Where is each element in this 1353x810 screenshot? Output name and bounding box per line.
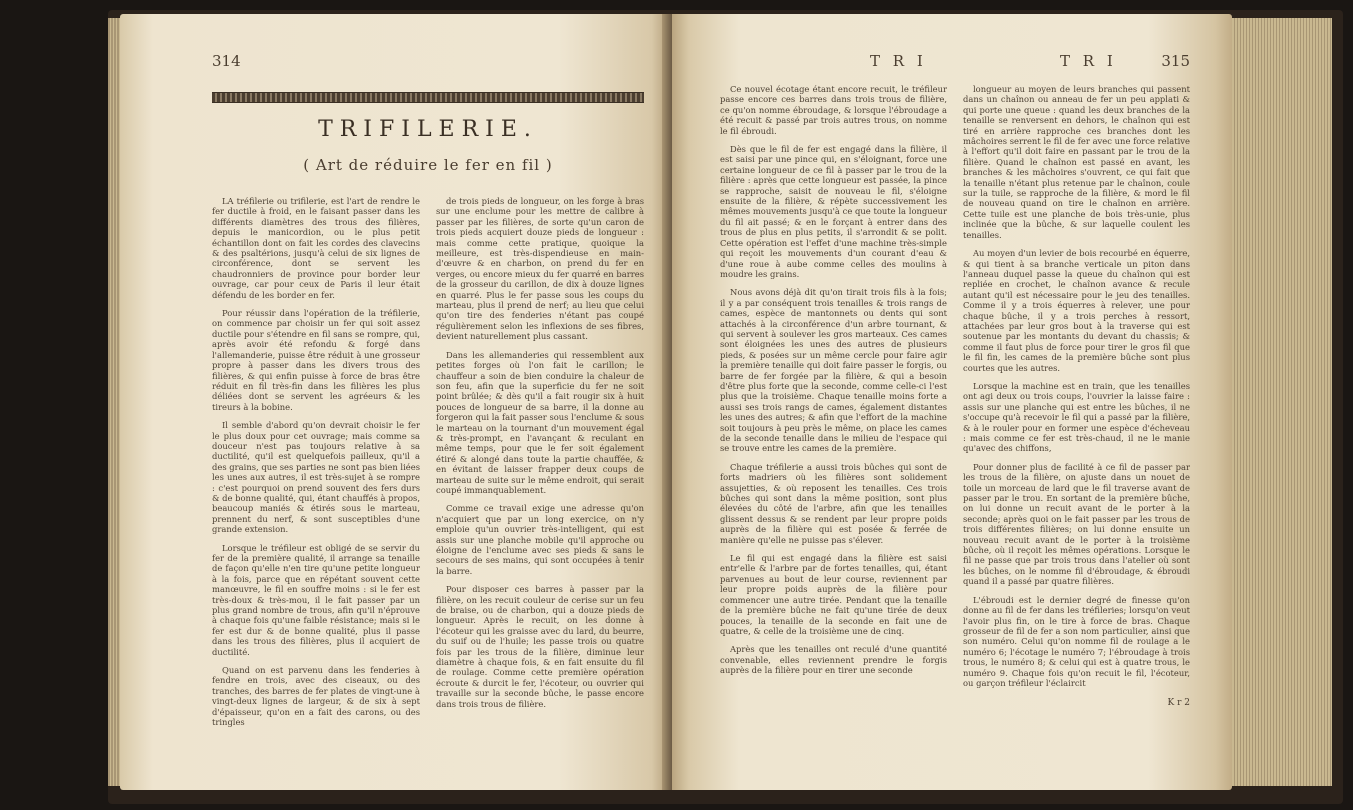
paragraph: Pour disposer ces barres à passer par la filière, on les recuit couleur de cerise sur un feu de braise, ou de charbon, qui a douze pieds de longueur. Après le recuit, on les donne à l'écoteur qui les graisse avec du lard, du beurre, du suif ou de l'huile; les passe trois ou quatre fois par les trous de la filière, diminue leur diamètre à chaque fois, & en fait ensuite du fil de roulage. Comme cette première opération écroute & durcit le fer, l'écoteur, ou ouvrier qui travaille sur la seconde bûche, le passe encore dans trois trous de filière.	[436, 584, 644, 709]
paragraph: L'ébroudi est le dernier degré de finesse qu'on donne au fil de fer dans les tréfileries; lorsqu'on veut l'avoir plus fin, on le tire à force de bras. Chaque grosseur de fil de fer a son nom particulier, ainsi que son numéro. Celui qu'on nomme fil de roulage a le numéro 6; l'écotage le numéro 7; l'ébroudage à trois trous, le numéro 8; & celui qui est à quatre trous, le numéro 9. Chaque fois qu'on recuit le fil, l'écoteur, ou garçon tréfileur l'éclaircit	[963, 594, 1190, 688]
right-columns	[720, 84, 1190, 696]
paragraph: Lorsque le tréfileur est obligé de se servir du fer de la première qualité, il arrange sa tenaille de façon qu'elle n'en tire qu'une petite longueur à la fois, parce que en répétant souvent cette manœuvre, le fil en souffre moins : si le fer est très-doux & très-mou, il le fait passer par un plus grand nombre de trous, afin qu'il n'éprouve à chaque fois qu'une faible résistance; mais si le fer est dur & de bonne qualité, plus il passe dans les trous des filières, plus il acquiert de ductilité.	[212, 542, 420, 657]
paragraph: Il semble d'abord qu'on devrait choisir le fer le plus doux pour cet ouvrage; mais comme sa douceur n'est pas toujours relative à sa ductilité, qu'il est quelquefois pailleux, qu'il a des grains, que ses parties ne sont pas bien liées les unes aux autres, il est très-sujet à se rompre : c'est pourquoi on prend souvent des fers durs & de bonne qualité, qui, étant chauffés à propos, beaucoup maniés & étirés sous le marteau, prennent du nerf, & sont susceptibles d'une grande extension.	[212, 420, 420, 535]
article-title: TRIFILERIE.	[318, 117, 538, 142]
paragraph: Lorsque la machine est en train, que les tenailles ont agi deux ou trois coups, l'ouvrier la laisse faire : assis sur une planche qui est entre les bûches, il ne s'occupe qu'à recevoir le fil qui a passé par la filière, & à le rouler pour en former une espèce d'écheveau : mais comme ce fer est très-chaud, il ne le manie qu'avec des chiffons,	[963, 380, 1190, 454]
paragraph: Pour réussir dans l'opération de la tréfilerie, on commence par choisir un fer qui soit assez ductile pour s'étendre en fil sans se rompre, qui, après avoir été refondu & forgé dans l'allemanderie, puisse être réduit à une grosseur propre à passer dans les divers trous des filières, & qui enfin puisse à force de bras être réduit en fil très-fin dans les filières les plus déliées dont se servent les agréeurs & les tireurs à la bobine.	[212, 308, 420, 412]
paragraph: LA tréfilerie ou trifilerie, est l'art de rendre le fer ductile à froid, en le faisant passer dans les différents diamètres des trous des filières, depuis le manicordion, ou le plus petit échantillon dont on fait les cordes des clavecins & des psaltérions, jusqu'à celui de six lignes de circonférence, dont se servent les chaudronniers de province pour border leur ouvrage, car pour ceux de Paris il leur était défendu de les border en fer.	[212, 196, 420, 300]
header-ornament	[212, 92, 644, 103]
paragraph: Pour donner plus de facilité à ce fil de passer par les trous de la filière, on ajuste dans un nouet de toile un morceau de lard que le fil traverse avant de passer par le trou. En sortant de la première bûche, on lui donne un recuit avant de le porter à la seconde; après quoi on le fait passer par les trous de trois différentes filières; on lui donne ensuite un nouveau recuit avant de le porter à la troisième bûche, où il reçoit les mêmes opérations. Lorsque le fil ne passe que par trois trous dans l'atelier où sont les bûches, on le nomme fil d'ébroudage, & ébroudi quand il a passé par quatre filières.	[963, 461, 1190, 587]
right-column-1	[720, 84, 947, 696]
paragraph: Après que les tenailles ont reculé d'une quantité convenable, elles reviennent prendre le forgis auprès de la filière pour en tirer une seconde	[720, 644, 947, 676]
right-column-2	[963, 84, 1190, 696]
paragraph: Comme ce travail exige une adresse qu'on n'acquiert que par un long exercice, on n'y emploie qu'un ouvrier très-intelligent, qui est assis sur une planche mobile qu'il approche ou éloigne de l'enclume avec ses pieds & sans le secours de ses mains, qui sont occupées à tenir la barre.	[436, 503, 644, 576]
left-page	[120, 14, 668, 790]
paragraph: Le fil qui est engagé dans la filière est saisi entr'elle & l'arbre par de fortes tenailles, qui, étant parvenues au bout de leur course, reviennent par leur propre poids auprès de la filière pour commencer une autre tirée. Pendant que la tenaille de la première bûche ne fait qu'une tirée de deux pouces, la tenaille de la seconde en fait une de quatre, & celle de la troisième une de cinq.	[720, 553, 947, 636]
running-head-right: T R I	[1060, 52, 1117, 70]
left-columns	[212, 196, 644, 736]
left-column-2	[436, 196, 644, 736]
paragraph: Nous avons déjà dit qu'on tirait trois fils à la fois; il y a par conséquent trois tenailles & trois rangs de cames, espèce de mantonnets ou dents qui sont attachés à la circonférence d'un arbre tournant, & qui servent à soulever les gros marteaux. Ces cames sont éloignées les unes des autres de plusieurs pieds, & posées sur un même cercle pour faire agir la première tenaille qui doit faire passer le forgis, ou barre de fer forgée par la filière, & qui a besoin d'être plus forte que la seconde, comme celle-ci l'est plus que la troisième. Chaque tenaille moins forte a aussi ses trois rangs de cames, également distantes les unes des autres; & afin que l'effort de la machine soit toujours à peu près le même, on place les cames de la seconde tenaille dans le milieu de l'espace qui se trouve entre les cames de la première.	[720, 287, 947, 454]
paragraph: Ce nouvel écotage étant encore recuit, le tréfileur passe encore ces barres dans trois trous de filière, ce qu'on nomme ébroudage, & lorsque l'ébroudage a été recuit & passé par trois autres trous, on nomme le fil ébroudi.	[720, 84, 947, 136]
paragraph: Quand on est parvenu dans les fenderies à fendre en trois, avec des ciseaux, ou des tranches, des barres de fer plates de vingt-une à vingt-deux lignes de largeur, & de six à sept d'épaisseur, qu'on en a fait des carons, ou des tringles	[212, 665, 420, 728]
left-column-1	[212, 196, 420, 736]
running-head-left: T R I	[870, 52, 927, 70]
right-header	[720, 52, 1190, 74]
left-page-number: 314	[212, 52, 241, 70]
signature-mark: K r 2	[1167, 698, 1190, 709]
right-page-number: 315	[1161, 52, 1190, 70]
paragraph: longueur au moyen de leurs branches qui passent dans un chaînon ou anneau de fer un peu applati & qui porte une queue : quand les deux branches de la tenaille se renversent en dehors, le chaînon qui est tiré en arrière rapproche ces branches dont les mâchoires serrent le fil de fer avec une force relative à l'effort qu'il doit faire en passant par le trou de la filière. Quand le chaînon est passé en avant, les branches & les mâchoires s'ouvrent, ce qui fait que la tenaille n'étant plus retenue par le chaînon, coule sur la tuile, se rapproche de la filière, & mord le fil de nouveau quand on tire le chaînon en arrière. Cette tuile est une planche de bois très-unie, plus inclinée que la bûche, & sur laquelle coulent les tenailles.	[963, 84, 1190, 240]
page-edges-left	[108, 18, 120, 786]
paragraph: Dans les allemanderies qui ressemblent aux petites forges où l'on fait le carillon; le chauffeur a soin de bien conduire la chaleur de son feu, afin que la superficie du fer ne soit point brûlée; & dès qu'il a fait rougir six à huit pouces de longueur de sa barre, il la donne au forgeron qui la fait passer sous l'enclume & sous le marteau on la tournant d'un mouvement égal & très-prompt, en l'avançant & reculant en même temps, pour que le fer soit également étiré & alongé dans toute la partie chauffée, & en évitant de laisser frapper deux coups de marteau de suite sur le même endroit, qui serait coupé immanquablement.	[436, 349, 644, 495]
page-edges-right	[1232, 18, 1332, 786]
article-subtitle: ( Art de réduire le fer en fil )	[303, 156, 553, 174]
paragraph: Dès que le fil de fer est engagé dans la filière, il est saisi par une pince qui, en s'éloignant, force une certaine longueur de ce fil à passer par le trou de la filière : après que cette longueur est passée, la pince se rapproche, saisit de nouveau le fil, s'éloigne ensuite de la filière, & répète successivement les mêmes mouvements jusqu'à ce que toute la longueur du fil ait passé; & en le forçant à entrer dans des trous de plus en plus petits, il s'arrondit & se polit. Cette opération est l'effet d'une machine très-simple qui reçoit les mouvements d'un courant d'eau & d'une roue à aube comme celles des moulins à moudre les grains.	[720, 144, 947, 279]
paragraph: Chaque tréfilerie a aussi trois bûches qui sont de forts madriers où les filières sont solidement assujetties, & où reposent les tenailles. Ces trois bûches qui sont dans la même position, sont plus élevées du côté de l'arbre, afin que les tenailles glissent dessus & se rendent par leur propre poids auprès de la filière qui est posée & ferrée de manière qu'elle ne puisse pas s'élever.	[720, 461, 947, 545]
paragraph: de trois pieds de longueur, on les forge à bras sur une enclume pour les mettre de calibre à passer par les filières, de sorte qu'un caron de trois pieds acquiert douze pieds de longueur : mais comme cette pratique, quoique la meilleure, est très-dispendieuse en main-d'œuvre & en charbon, on prend du fer en verges, ou encore mieux du fer quarré en barres de la grosseur du carillon, de dix à douze lignes en quarré. Plus le fer passe sous les coups du marteau, plus il prend de nerf; au lieu que celui qu'on tire des fenderies n'étant pas coupé régulièrement selon les inflexions de ses fibres, devient naturellement plus cassant.	[436, 196, 644, 342]
right-page	[672, 14, 1232, 790]
paragraph: Au moyen d'un levier de bois recourbé en équerre, & qui tient à sa branche verticale un piton dans l'anneau duquel passe la queue du chaînon qui est repliée en crochet, le chaînon avance & recule autant qu'il est nécessaire pour le jeu des tenailles. Comme il y a trois équerres à relever, une pour chaque bûche, il y a trois perches à ressort, attachées par leur gros bout à la traverse qui est soutenue par les montants du devant du chassis; & comme il faut plus de force pour tirer le gros fil que le fil fin, les cames de la première bûche sont plus courtes que les autres.	[963, 248, 1190, 373]
